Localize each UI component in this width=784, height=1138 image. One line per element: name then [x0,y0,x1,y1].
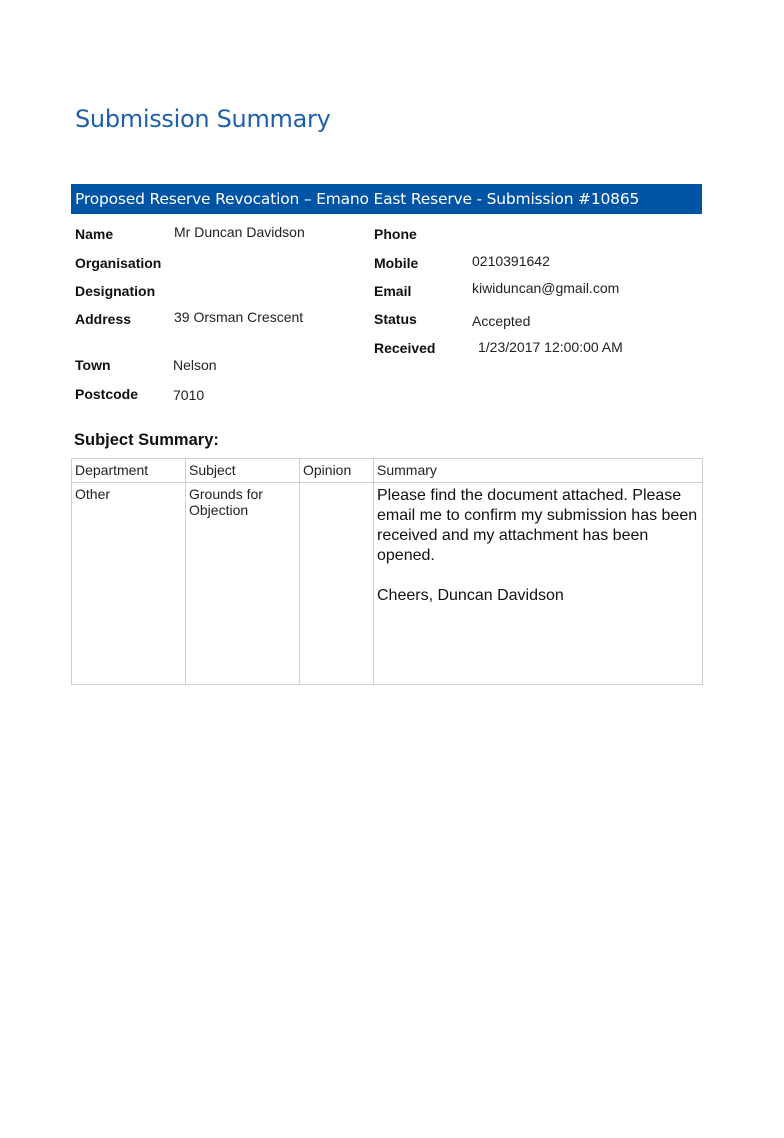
phone-label: Phone [374,226,417,242]
column-header-opinion: Opinion [300,459,374,483]
table-row [72,483,703,685]
subject-cell: Grounds for Objection [186,483,300,685]
table-header-row [72,459,703,483]
status-label: Status [374,311,417,327]
organisation-label: Organisation [75,255,162,271]
subject-summary-heading: Subject Summary: [74,431,219,449]
email-label: Email [374,283,412,299]
department-cell: Other [72,483,186,685]
page-title: Submission Summary [75,105,331,133]
email-value: kiwiduncan@gmail.com [472,280,620,296]
name-value: Mr Duncan Davidson [174,224,305,240]
name-label: Name [75,226,114,242]
opinion-cell [300,483,374,685]
address-label: Address [75,311,132,327]
town-label: Town [75,357,111,373]
received-value: 1/23/2017 12:00:00 AM [478,339,623,355]
column-header-department: Department [72,459,186,483]
town-value: Nelson [173,357,217,373]
status-badge: Accepted [472,313,531,329]
mobile-value: 0210391642 [472,253,550,269]
postcode-value: 7010 [173,387,205,403]
column-header-summary: Summary [374,459,703,483]
postcode-label: Postcode [75,386,139,402]
submission-banner: Proposed Reserve Revocation – Emano East Reserve - Submission #10865 [71,184,702,214]
received-label: Received [374,340,436,356]
subject-summary-table [71,458,703,685]
mobile-label: Mobile [374,255,419,271]
designation-label: Designation [75,283,156,299]
address-value: 39 Orsman Crescent [174,309,304,325]
summary-cell: Please find the document attached. Please email me to confirm my submission has been received and my attachment has been opened. Cheers, Duncan Davidson [374,483,703,685]
column-header-subject: Subject [186,459,300,483]
